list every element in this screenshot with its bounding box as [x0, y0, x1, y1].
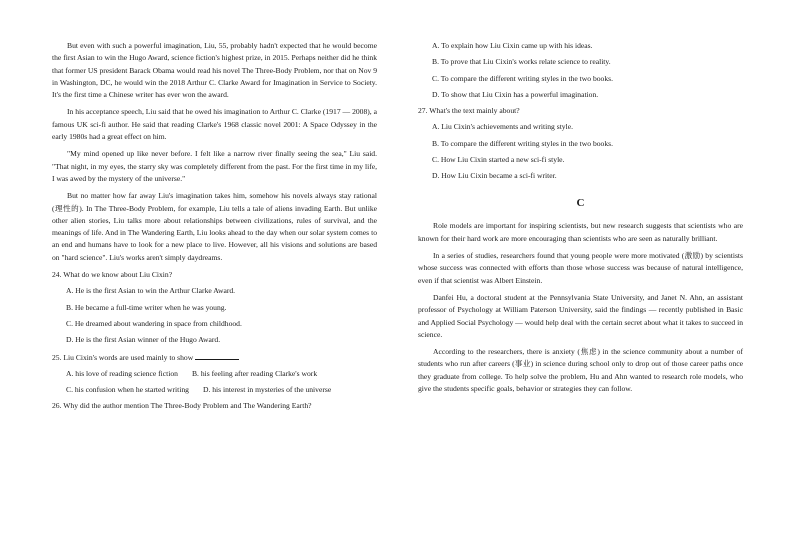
question-24-option-c: C. He dreamed about wandering in space from childhood.	[66, 318, 242, 328]
right-column	[418, 40, 743, 400]
question-26-option-a: A. To explain how Liu Cixin came up with his ideas.	[432, 41, 593, 50]
section-heading: C	[576, 196, 585, 209]
section-c-paragraph-4: According to the researchers, there is anxiety (焦虑) in the science community about a number of students who run after careers (事业) in science during school only to drop out of those career paths once they graduate from college. To help solve the problem, Hu and Ahn wanted to research role models, who give the students specific goals, behavior or strategies they can follow.	[418, 347, 743, 394]
passage-paragraph-4: But no matter how far away Liu's imagination takes him, somehow his novels always stay rational (理性的). In The Three-Body Problem, for example, Liu tells a tale of aliens invading Earth. But unlike other alien stories, Liu talks more about relationships between civilizations, rules of survival, and the meanings of life. And in The Wandering Earth, Liu looks ahead to the day when our solar system comes to an end and humans have to look for a new place to live. However, all his visions and solutions are based on "hard science". Liu's works aren't simply daydreams.	[52, 191, 377, 262]
left-column	[52, 40, 377, 417]
question-25-option-a: A. his love of reading science fiction	[66, 368, 178, 378]
question-24-option-a: A. He is the first Asian to win the Arthur Clarke Award.	[66, 286, 236, 296]
question-27-option-c: C. How Liu Cixin started a new sci-fi style.	[432, 155, 565, 165]
section-c-paragraph-2: In a series of studies, researchers found that young people were more motivated (激励) by scientists whose success was connected with efforts than those whose success was because of natural intelligence, even if that scientist was Albert Einstein.	[418, 251, 743, 285]
passage-paragraph-3: "My mind opened up like never before. I felt like a narrow river finally seeing the sea," Liu said. "That night, in my eyes, the starry sky was completely different from the past. For the first time in my life, I was awed by the mystery of the universe."	[52, 149, 377, 183]
question-25-options-cd	[66, 384, 377, 396]
passage-paragraph-1: But even with such a powerful imagination, Liu, 55, probably hadn't expected that he would become the first Asian to win the Hugo Award, science fiction's highest prize, in 2015. Perhaps neither did he think that former US president Barack Obama would read his novel The Three-Body Problem, nor that on Nov 9 in Washington, DC, he would win the 2018 Arthur C. Clarke Award for Imagination in Service to Society. It's the first time a Chinese writer has ever won the award.	[52, 41, 377, 100]
question-26-option-c: C. To compare the different writing styles in the two books.	[432, 73, 613, 83]
question-27: 27. What's the text mainly about?	[418, 106, 520, 116]
section-c-paragraph-3: Danfei Hu, a doctoral student at the Pennsylvania State University, and Janet N. Ahn, an assistant professor of Psychology at William Paterson University, said the findings — recently published in Basic and Applied Social Psychology — would help deal with the certain secret about what it takes to succeed in science.	[418, 292, 743, 339]
question-27-option-b: B. To compare the different writing styles in the two books.	[432, 138, 613, 148]
question-26-option-b: B. To prove that Liu Cixin's works relate science to reality.	[432, 57, 611, 67]
question-25-options-ab	[66, 368, 377, 380]
question-25-option-b: B. his feeling after reading Clarke's work	[191, 368, 318, 378]
answer-blank	[195, 351, 239, 360]
question-24-option-d: D. He is the first Asian winner of the Hugo Award.	[66, 335, 221, 345]
question-25-text: 25. Liu Cixin's words are used mainly to show	[52, 352, 194, 362]
question-24: 24. What do we know about Liu Cixin?	[52, 270, 173, 280]
question-27-option-d: D. How Liu Cixin became a sci-fi writer.	[432, 171, 557, 181]
passage-paragraph-2: In his acceptance speech, Liu said that he owed his imagination to Arthur C. Clarke (1917 — 2008), a famous UK sci-fi author. He said that reading Clarke's 1968 classic novel 2001: A Space Odyssey in the early 1980s had a great effect on him.	[52, 107, 377, 142]
question-25	[52, 351, 377, 364]
question-24-option-b: B. He became a full-time writer when he was young.	[66, 302, 227, 312]
question-26: 26. Why did the author mention The Three-Body Problem and The Wandering Earth?	[52, 401, 312, 411]
question-26-option-d: D. To show that Liu Cixin has a powerful imagination.	[432, 89, 599, 99]
question-27-option-a: A. Liu Cixin's achievements and writing style.	[432, 122, 573, 132]
question-25-option-d: D. his interest in mysteries of the universe	[202, 385, 332, 395]
question-25-option-c: C. his confusion when he started writing	[66, 385, 189, 395]
section-c-paragraph-1: Role models are important for inspiring scientists, but new research suggests that scientists who are known for their hard work are more encouraging than scientists who are seen as naturally brilliant.	[418, 221, 743, 243]
